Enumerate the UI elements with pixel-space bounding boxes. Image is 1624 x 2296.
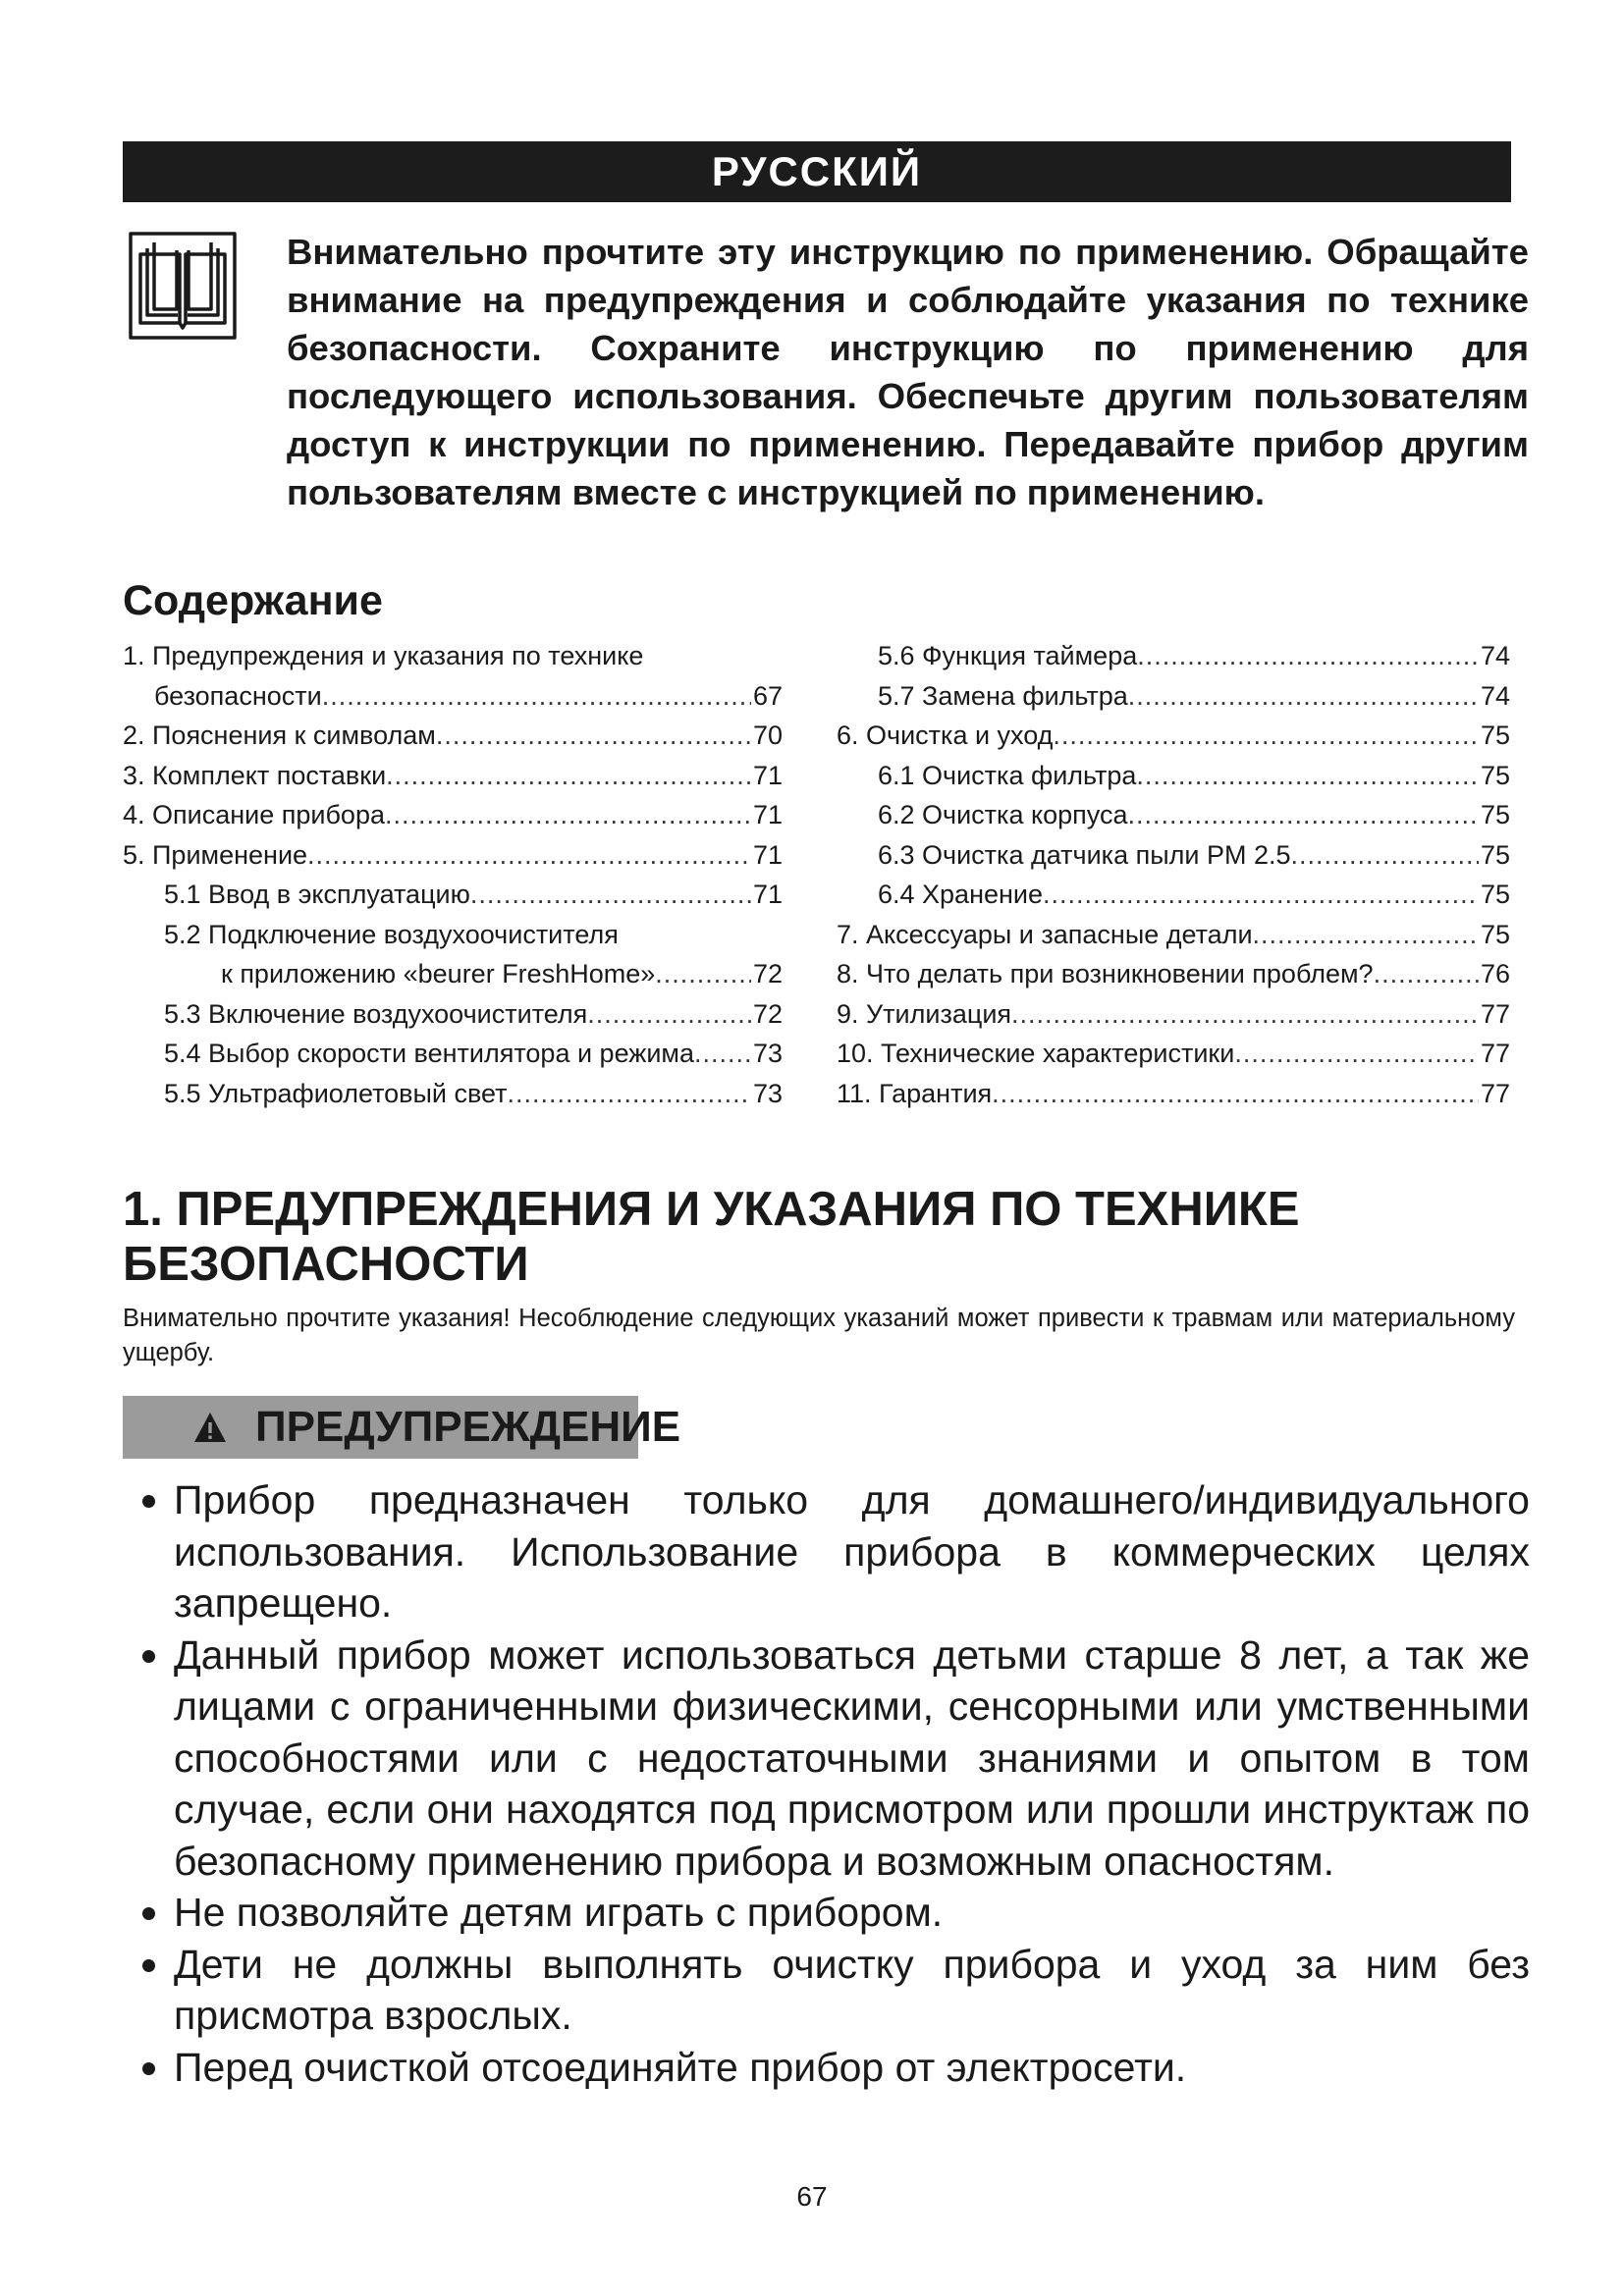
toc-leader-dots [385, 795, 751, 835]
bullet-dot-icon [142, 2062, 155, 2075]
toc-entry-label: 5.1 Ввод в эксплуатацию [164, 880, 470, 909]
page-number: 67 [796, 2181, 828, 2212]
toc-entry-page: 67 [752, 680, 783, 711]
bullet-dot-icon [142, 1650, 155, 1663]
toc-leader-dots [1137, 636, 1479, 676]
warning-bullet-item [142, 1939, 1530, 2042]
bullet-dot-icon [142, 1959, 155, 1972]
toc-entry-page: 75 [1480, 839, 1510, 870]
toc-entry-page: 73 [752, 1039, 783, 1068]
toc-entry-label: 5.5 Ультрафиолетовый свет [164, 1078, 508, 1108]
toc-entry-label: 7. Аксессуары и запасные детали [837, 919, 1253, 949]
warning-triangle-icon [192, 1411, 228, 1444]
warning-bullet-text: Данный прибор может использоваться детьми старше 8 лет, а так же лицами с ограниченными физическими, сенсорными или умственными способностями или с недостаточными знаниями и опытом в том случае, если они находятся под присмотром или прошли инструктаж по безопасному применению прибора и возможным опасностям. [174, 1631, 1530, 1884]
book-icon [128, 231, 238, 341]
toc-entry[interactable] [837, 915, 1510, 955]
toc-entry-page: 75 [1480, 880, 1510, 909]
toc-entry[interactable] [123, 915, 783, 955]
toc-entry-label: безопасности [154, 680, 322, 711]
toc-leader-dots [1128, 676, 1479, 717]
toc-entry[interactable] [123, 1074, 783, 1114]
toc-entry-page: 75 [1480, 760, 1510, 790]
toc-entry[interactable] [123, 875, 783, 915]
toc-entry-label: 3. Комплект поставки [123, 760, 387, 790]
toc-entry-label: 2. Пояснения к символам [123, 721, 436, 750]
toc-entry-page: 75 [1480, 800, 1510, 829]
toc-leader-dots [508, 1074, 751, 1114]
toc-leader-dots [470, 875, 751, 915]
toc-leader-dots [307, 835, 751, 876]
toc-entry-label: 10. Технические характеристики [837, 1039, 1235, 1068]
toc-entry-page: 70 [752, 721, 783, 750]
warning-bullet-text: Дети не должны выполнять очистку прибора и уход за ним без присмотра взрослых. [174, 1941, 1530, 2038]
toc-leader-dots [1374, 954, 1479, 994]
toc-entry[interactable] [837, 875, 1510, 915]
language-header [123, 141, 1511, 202]
toc-entry[interactable] [123, 1034, 783, 1074]
toc-entry[interactable] [123, 795, 783, 835]
warning-label: ПРЕДУПРЕЖДЕНИЕ [255, 1403, 681, 1451]
toc-entry-label: 5.7 Замена фильтра [878, 680, 1128, 711]
toc-entry[interactable] [837, 676, 1510, 717]
warning-bullet-item [142, 1629, 1530, 1888]
warning-heading [192, 1396, 680, 1459]
toc-entry-label: 6.3 Очистка датчика пыли PM 2.5 [878, 839, 1291, 870]
section-note: Внимательно прочтите указания! Несоблюдение следующих указаний может привести к травмам или материальному ущербу. [123, 1305, 1515, 1366]
toc-left-column [123, 636, 783, 1113]
toc-leader-dots [1043, 875, 1479, 915]
toc-entry-label: 6.2 Очистка корпуса [878, 800, 1128, 829]
toc-entry-label: 9. Утилизация [837, 998, 1012, 1029]
warning-bullet-item [142, 2042, 1530, 2094]
toc-entry[interactable] [837, 756, 1510, 796]
toc-entry[interactable] [837, 1074, 1510, 1114]
toc-leader-dots [1053, 716, 1479, 756]
toc-leader-dots [322, 676, 751, 717]
toc-leader-dots [1136, 756, 1479, 796]
toc-entry-page: 74 [1480, 641, 1510, 670]
toc-entry-label: 1. Предупреждения и указания по технике [123, 641, 644, 670]
toc-entry[interactable] [123, 716, 783, 756]
toc-entry-page: 71 [752, 760, 783, 790]
toc-leader-dots [694, 1034, 751, 1074]
toc-entry-page: 77 [1480, 1078, 1510, 1108]
toc-title: Содержание [123, 577, 383, 624]
toc-entry[interactable] [123, 835, 783, 876]
toc-entry-page: 71 [752, 880, 783, 909]
toc-entry-label: к приложению «beurer FreshHome» [221, 959, 656, 988]
toc-entry-page: 75 [1480, 919, 1510, 949]
toc-entry-page: 71 [752, 800, 783, 829]
toc-entry-page: 77 [1480, 998, 1510, 1029]
toc-entry[interactable] [123, 756, 783, 796]
toc-entry-label: 5.6 Функция таймера [878, 641, 1138, 670]
toc-leader-dots [386, 756, 751, 796]
toc-entry-page: 72 [752, 959, 783, 988]
section-title-line1: 1. ПРЕДУПРЕЖДЕНИЯ И УКАЗАНИЯ ПО ТЕХНИКЕ [123, 1183, 1300, 1236]
toc-entry-page: 77 [1480, 1039, 1510, 1068]
toc-entry-label: 6.4 Хранение [878, 880, 1044, 909]
toc-entry-label: 6.1 Очистка фильтра [878, 760, 1137, 790]
toc-entry[interactable] [837, 636, 1510, 676]
toc-entry-label: 5. Применение [123, 839, 308, 870]
toc-entry[interactable] [123, 676, 783, 717]
toc-entry[interactable] [837, 835, 1510, 876]
toc-entry-label: 8. Что делать при возникновении проблем? [837, 959, 1374, 988]
toc-entry[interactable] [837, 716, 1510, 756]
warning-bullet-item [142, 1474, 1530, 1629]
toc-entry[interactable] [837, 1034, 1510, 1074]
warning-bullet-text: Не позволяйте детям играть с прибором. [174, 1890, 944, 1935]
toc-entry-label: 11. Гарантия [837, 1078, 993, 1108]
toc-leader-dots [587, 994, 751, 1035]
intro-paragraph: Внимательно прочтите эту инструкцию по применению. Обращайте внимание на предупреждения и соблюдайте указания по технике безопасности. Сохраните инструкцию по применению для последующего использования. Обеспечьте другим пользователям доступ к инструкции по применению. Передавайте прибор другим пользователям вместе с инструкцией по применению. [287, 232, 1529, 512]
toc-entry[interactable] [123, 994, 783, 1035]
toc-leader-dots [1127, 795, 1478, 835]
toc-leader-dots [992, 1074, 1479, 1114]
section-title [123, 1182, 1517, 1292]
toc-entry-page: 74 [1480, 680, 1510, 711]
toc-entry-page: 73 [752, 1078, 783, 1108]
toc-entry[interactable] [837, 994, 1510, 1035]
toc-entry-label: 5.3 Включение воздухоочистителя [164, 998, 588, 1029]
toc-leader-dots [1253, 915, 1479, 955]
toc-entry-page: 71 [752, 839, 783, 870]
toc-entry[interactable] [123, 954, 783, 994]
section-title-line2: БЕЗОПАСНОСТИ [123, 1238, 529, 1291]
toc-entry[interactable] [837, 954, 1510, 994]
language-label: РУССКИЙ [711, 148, 923, 194]
warning-bullet-item [142, 1887, 1530, 1939]
toc-leader-dots [436, 716, 751, 756]
toc-right-column [837, 636, 1510, 1113]
toc-entry-page: 75 [1480, 721, 1510, 750]
toc-entry-label: 4. Описание прибора [123, 800, 385, 829]
warning-bullet-text: Перед очисткой отсоединяйте прибор от электросети. [174, 2044, 1187, 2090]
toc-entry-page: 76 [1480, 959, 1510, 988]
toc-entry-label: 5.2 Подключение воздухоочистителя [164, 919, 619, 949]
bullet-dot-icon [142, 1495, 155, 1508]
toc-leader-dots [655, 954, 751, 994]
toc-entry-label: 5.4 Выбор скорости вентилятора и режима [164, 1039, 694, 1068]
warning-bullet-text: Прибор предназначен только для домашнего/индивидуального использования. Использование прибора в коммерческих целях запрещено. [174, 1477, 1530, 1626]
toc-entry-label: 6. Очистка и уход [837, 721, 1054, 750]
warning-bullet-list [142, 1474, 1530, 2093]
toc-entry[interactable] [837, 795, 1510, 835]
toc-leader-dots [1234, 1034, 1479, 1074]
bullet-dot-icon [142, 1907, 155, 1920]
toc-leader-dots [1011, 994, 1479, 1035]
toc-entry-page: 72 [752, 998, 783, 1029]
toc-entry[interactable] [123, 636, 783, 676]
toc-leader-dots [1291, 835, 1479, 876]
